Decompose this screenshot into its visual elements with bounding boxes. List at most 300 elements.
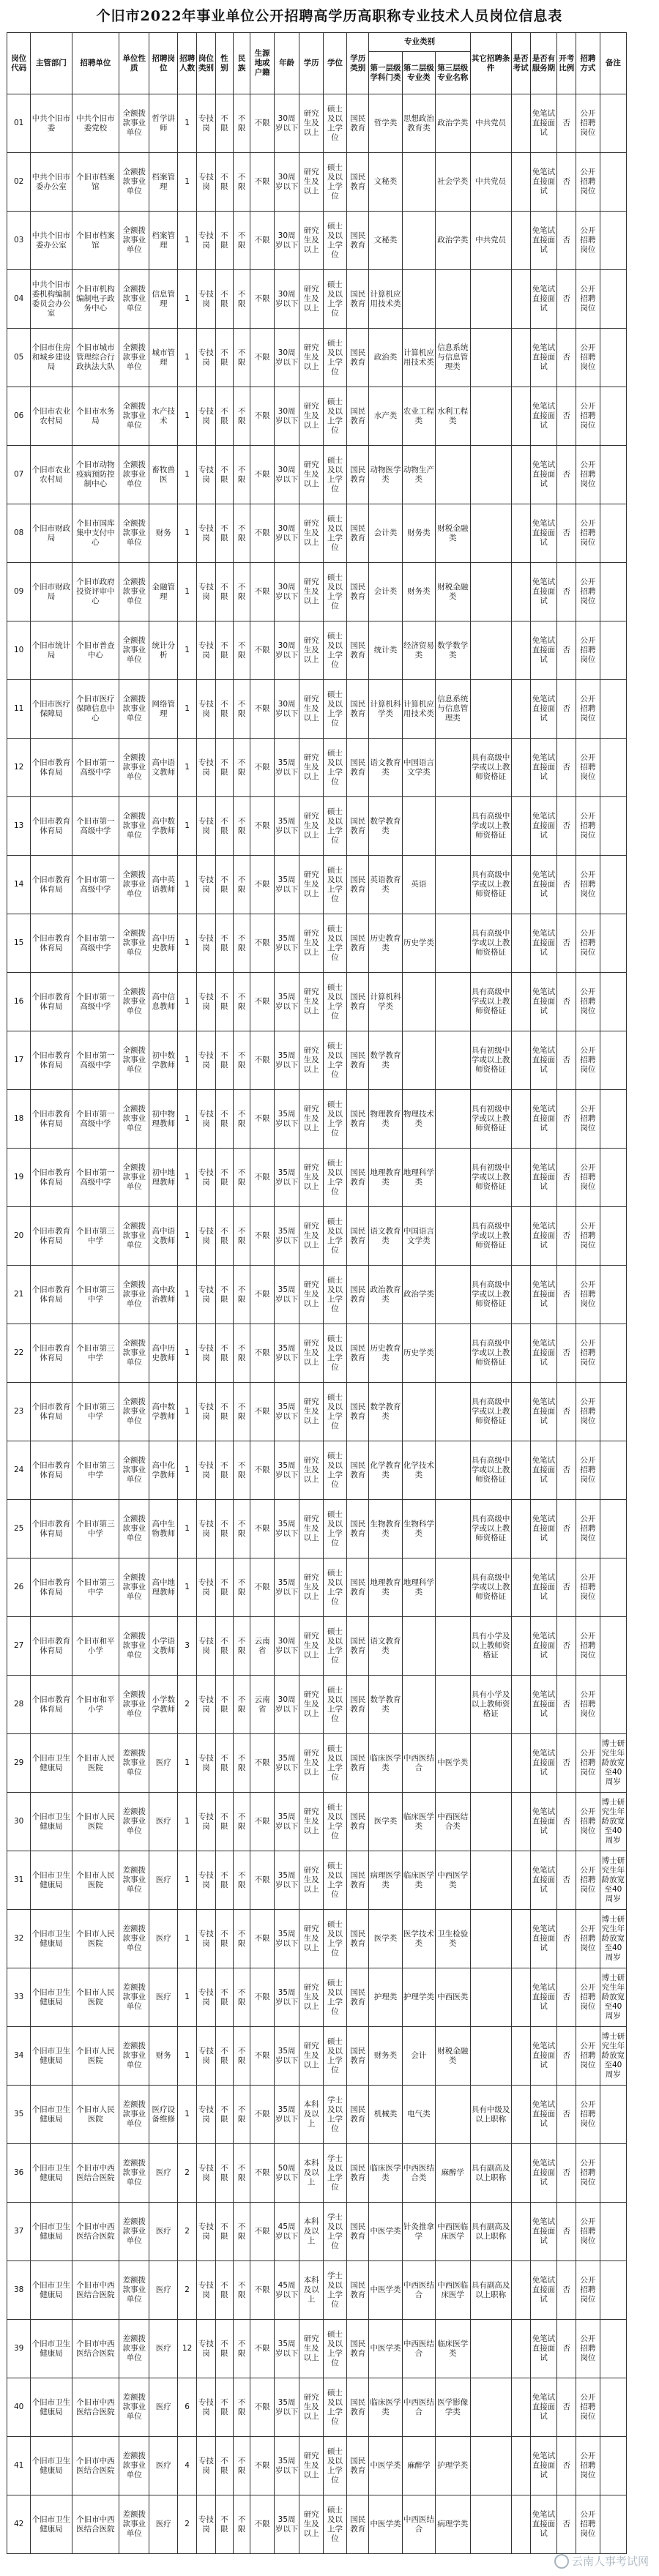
cell-m2: 物理技术类: [402, 1090, 435, 1149]
cell-post: 高中信息教师: [149, 973, 178, 1031]
cell-hukou: 不限: [250, 1793, 274, 1851]
cell-m2: 财务类: [402, 504, 435, 563]
cell-post: 初中物理教师: [149, 1090, 178, 1149]
cell-ethnic: 不限: [233, 2437, 250, 2495]
cell-m1: 政治教育类: [369, 1266, 402, 1324]
cell-count: 1: [178, 270, 197, 329]
cell-hukou: 不限: [250, 387, 274, 446]
cell-ratio: 否: [557, 1676, 576, 1734]
cell-age: 35周岁以下: [274, 1266, 299, 1324]
cell-unit: 个旧市第一高级中学: [72, 1090, 119, 1149]
cell-cat: 国民教育: [347, 680, 369, 739]
cell-m1: 统计类: [369, 621, 402, 680]
cell-m1: 医学类: [369, 1793, 402, 1851]
cell-m1: 计算机科学类: [369, 973, 402, 1031]
cell-gender: 不限: [215, 1031, 233, 1090]
cell-count: 4: [178, 2437, 197, 2495]
cell-m3: [436, 270, 471, 329]
cell-nature: 全额拨款事业单位: [119, 1149, 149, 1207]
cell-age: 35周岁以下: [274, 1207, 299, 1266]
cell-age: 35周岁以下: [274, 1910, 299, 1968]
cell-post: 高中地理教师: [149, 1558, 178, 1617]
cell-other: 具有高级中学或以上教师资格证: [470, 1558, 511, 1617]
cell-m1: 生物教育类: [369, 1500, 402, 1558]
cell-ptype: 专技岗: [197, 2144, 216, 2203]
cell-cat: 国民教育: [347, 1149, 369, 1207]
cell-m3: 数学数学类: [436, 621, 471, 680]
cell-other: 具有高级中学或以上教师资格证: [470, 1324, 511, 1383]
cell-exam: 公开招聘岗位: [576, 1558, 600, 1617]
cell-ratio: 否: [557, 1910, 576, 1968]
cell-code: 32: [7, 1910, 31, 1968]
cell-method: [511, 2261, 530, 2320]
cell-other: [470, 2378, 511, 2437]
cell-post: 初中地理教师: [149, 1149, 178, 1207]
cell-count: 1: [178, 1149, 197, 1207]
cell-hukou: 不限: [250, 739, 274, 797]
cell-unit: 个旧市中西医结合医院: [72, 2495, 119, 2554]
table-row: [7, 1324, 652, 1383]
cell-age: 35周岁以下: [274, 1968, 299, 2027]
cell-cat: 国民教育: [347, 1266, 369, 1324]
cell-note: [600, 2320, 627, 2378]
cell-ratio: 否: [557, 504, 576, 563]
cell-dept: 个旧市卫生健康局: [31, 1910, 72, 1968]
cell-ethnic: 不限: [233, 973, 250, 1031]
cell-hyst: 免笔试直接面试: [530, 2027, 557, 2086]
cell-m2: 地理科学类: [402, 1558, 435, 1617]
cell-degree: 硕士及以上学位: [323, 1383, 346, 1441]
cell-unit: 个旧市医疗保障信息中心: [72, 680, 119, 739]
cell-m1: 英语教育类: [369, 856, 402, 914]
cell-hyst: 免笔试直接面试: [530, 446, 557, 504]
cell-ethnic: 不限: [233, 1149, 250, 1207]
cell-count: 1: [178, 153, 197, 212]
header-major-2: 第二层级专业类: [402, 52, 435, 94]
cell-method: [511, 94, 530, 153]
cell-degree: 硕士及以上学位: [323, 1266, 346, 1324]
cell-edu: 研究生及以上: [299, 2437, 323, 2495]
cell-hukou: 不限: [250, 446, 274, 504]
cell-ratio: 否: [557, 1090, 576, 1149]
cell-unit: 个旧市第三中学: [72, 1207, 119, 1266]
cell-m3: [436, 2086, 471, 2144]
cell-code: 28: [7, 1676, 31, 1734]
cell-edu: 研究生及以上: [299, 153, 323, 212]
cell-method: [511, 2495, 530, 2554]
cell-hukou: 不限: [250, 2203, 274, 2261]
cell-count: 1: [178, 212, 197, 270]
cell-ratio: 否: [557, 2378, 576, 2437]
cell-m1: 会计类: [369, 504, 402, 563]
cell-age: 30周岁以下: [274, 1617, 299, 1676]
cell-note: [600, 1617, 627, 1676]
cell-m3: [436, 1266, 471, 1324]
cell-degree: 硕士及以上学位: [323, 504, 346, 563]
cell-dept: 个旧市卫生健康局: [31, 2203, 72, 2261]
cell-ptype: 专技岗: [197, 2086, 216, 2144]
cell-hyst: 免笔试直接面试: [530, 1090, 557, 1149]
cell-gender: 不限: [215, 1910, 233, 1968]
cell-exam: 公开招聘岗位: [576, 1031, 600, 1090]
cell-code: 33: [7, 1968, 31, 2027]
watermark: [554, 2553, 649, 2569]
header-dept: 主管部门: [31, 33, 72, 94]
cell-note: [600, 2144, 627, 2203]
cell-code: 22: [7, 1324, 31, 1383]
cell-hukou: 不限: [250, 1558, 274, 1617]
cell-ptype: 专技岗: [197, 504, 216, 563]
cell-dept: 个旧市财政局: [31, 504, 72, 563]
cell-other: 具有副高及以上职称: [470, 2261, 511, 2320]
cell-code: 05: [7, 329, 31, 387]
cell-cat: 国民教育: [347, 1031, 369, 1090]
header-count: 招聘人数: [178, 33, 197, 94]
table-row: [7, 1793, 652, 1851]
cell-cat: 国民教育: [347, 387, 369, 446]
cell-m1: 临床医学类: [369, 1734, 402, 1793]
cell-note: [600, 1090, 627, 1149]
table-row: [7, 2495, 652, 2554]
cell-method: [511, 1851, 530, 1910]
cell-m3: [436, 1617, 471, 1676]
cell-dept: 个旧市卫生健康局: [31, 2378, 72, 2437]
cell-ratio: 否: [557, 1441, 576, 1500]
cell-exam: 公开招聘岗位: [576, 1851, 600, 1910]
cell-post: 医疗: [149, 2203, 178, 2261]
cell-post: 医疗: [149, 2144, 178, 2203]
cell-age: 35周岁以下: [274, 1558, 299, 1617]
cell-age: 35周岁以下: [274, 1441, 299, 1500]
cell-ratio: 否: [557, 563, 576, 621]
header-edu-type: 学历类别: [347, 33, 369, 94]
cell-dept: 个旧市卫生健康局: [31, 1968, 72, 2027]
cell-nature: 全额拨款事业单位: [119, 1324, 149, 1383]
table-row: [7, 1149, 652, 1207]
cell-edu: 研究生及以上: [299, 1910, 323, 1968]
cell-code: 39: [7, 2320, 31, 2378]
cell-edu: 研究生及以上: [299, 973, 323, 1031]
cell-post: 金融管理: [149, 563, 178, 621]
cell-m2: [402, 973, 435, 1031]
cell-note: [600, 1207, 627, 1266]
cell-nature: 差额拨款事业单位: [119, 1968, 149, 2027]
cell-m3: 病理学类: [436, 2495, 471, 2554]
cell-other: [470, 2437, 511, 2495]
cell-method: [511, 270, 530, 329]
cell-cat: 国民教育: [347, 856, 369, 914]
cell-count: 1: [178, 1324, 197, 1383]
cell-count: 2: [178, 1676, 197, 1734]
cell-m2: 中西医结合: [402, 1734, 435, 1793]
cell-hukou: 不限: [250, 270, 274, 329]
cell-other: 中共党员: [470, 153, 511, 212]
cell-m1: 会计类: [369, 563, 402, 621]
table-row: [7, 621, 652, 680]
cell-method: [511, 1207, 530, 1266]
cell-edu: 研究生及以上: [299, 2378, 323, 2437]
cell-ratio: 否: [557, 387, 576, 446]
cell-m1: 语文教育类: [369, 1207, 402, 1266]
header-nature: 单位性质: [119, 33, 149, 94]
header-gender: 性别: [215, 33, 233, 94]
cell-hukou: 不限: [250, 1149, 274, 1207]
cell-note: [600, 2437, 627, 2495]
cell-count: 1: [178, 680, 197, 739]
header-note: 备注: [600, 33, 627, 94]
cell-exam: 公开招聘岗位: [576, 1324, 600, 1383]
cell-dept: 个旧市教育体育局: [31, 1676, 72, 1734]
cell-code: 36: [7, 2144, 31, 2203]
cell-exam: 公开招聘岗位: [576, 1910, 600, 1968]
cell-note: 博士研究生年龄放宽至40周岁: [600, 2027, 627, 2086]
cell-gender: 不限: [215, 2495, 233, 2554]
cell-age: 35周岁以下: [274, 973, 299, 1031]
cell-dept: 个旧市卫生健康局: [31, 2437, 72, 2495]
cell-exam: 公开招聘岗位: [576, 2027, 600, 2086]
cell-ptype: 专技岗: [197, 1031, 216, 1090]
cell-code: 41: [7, 2437, 31, 2495]
cell-hukou: 不限: [250, 1968, 274, 2027]
table-row: [7, 1500, 652, 1558]
cell-nature: 全额拨款事业单位: [119, 621, 149, 680]
cell-note: [600, 739, 627, 797]
cell-ethnic: 不限: [233, 1558, 250, 1617]
cell-edu: 研究生及以上: [299, 621, 323, 680]
cell-dept: 个旧市统计局: [31, 621, 72, 680]
cell-unit: 个旧市第三中学: [72, 1266, 119, 1324]
cell-hyst: 免笔试直接面试: [530, 914, 557, 973]
cell-post: 城市管理: [149, 329, 178, 387]
cell-exam: 公开招聘岗位: [576, 1207, 600, 1266]
cell-hukou: 不限: [250, 1324, 274, 1383]
cell-hukou: 不限: [250, 212, 274, 270]
cell-nature: 差额拨款事业单位: [119, 2378, 149, 2437]
cell-m2: 农业工程类: [402, 387, 435, 446]
cell-unit: 个旧市第三中学: [72, 1383, 119, 1441]
cell-hukou: 不限: [250, 2495, 274, 2554]
cell-nature: 全额拨款事业单位: [119, 387, 149, 446]
table-row: [7, 973, 652, 1031]
table-row: [7, 2086, 652, 2144]
cell-note: [600, 1324, 627, 1383]
cell-m3: 医学影像学类: [436, 2378, 471, 2437]
cell-exam: 公开招聘岗位: [576, 2203, 600, 2261]
header-major-1: 第一层级学科门类: [369, 52, 402, 94]
cell-exam: 公开招聘岗位: [576, 2144, 600, 2203]
cell-code: 40: [7, 2378, 31, 2437]
cell-m2: 地理科学类: [402, 1149, 435, 1207]
cell-other: 具有高级中学或以上教师资格证: [470, 1441, 511, 1500]
cell-hyst: 免笔试直接面试: [530, 739, 557, 797]
cell-hukou: 不限: [250, 856, 274, 914]
table-row: [7, 1734, 652, 1793]
cell-degree: 硕士及以上学位: [323, 1734, 346, 1793]
cell-m3: [436, 856, 471, 914]
cell-unit: 个旧市城市管理综合行政执法大队: [72, 329, 119, 387]
cell-note: [600, 797, 627, 856]
cell-ptype: 专技岗: [197, 94, 216, 153]
header-age: 年龄: [274, 33, 299, 94]
cell-m3: 社会学类: [436, 153, 471, 212]
cell-gender: 不限: [215, 563, 233, 621]
cell-m3: [436, 1383, 471, 1441]
cell-dept: 个旧市教育体育局: [31, 1558, 72, 1617]
cell-degree: 硕士及以上学位: [323, 856, 346, 914]
cell-m3: 信息系统与信息管理类: [436, 329, 471, 387]
cell-other: [470, 1734, 511, 1793]
cell-method: [511, 387, 530, 446]
cell-other: 具有高级中学或以上教师资格证: [470, 1266, 511, 1324]
cell-hyst: 免笔试直接面试: [530, 1910, 557, 1968]
cell-hyst: 免笔试直接面试: [530, 387, 557, 446]
table-row: [7, 2320, 652, 2378]
cell-nature: 差额拨款事业单位: [119, 1910, 149, 1968]
cell-post: 网络管理: [149, 680, 178, 739]
header-ethnic: 民族: [233, 33, 250, 94]
cell-ethnic: 不限: [233, 212, 250, 270]
cell-other: [470, 1793, 511, 1851]
cell-ptype: 专技岗: [197, 1441, 216, 1500]
cell-m2: 中国语言文学类: [402, 1207, 435, 1266]
cell-degree: 硕士及以上学位: [323, 387, 346, 446]
cell-m2: [402, 797, 435, 856]
cell-unit: 个旧市人民医院: [72, 1851, 119, 1910]
cell-m2: 思想政治教育类: [402, 94, 435, 153]
cell-ptype: 专技岗: [197, 2437, 216, 2495]
cell-note: 博士研究生年龄放宽至40周岁: [600, 1968, 627, 2027]
cell-note: 博士研究生年龄放宽至40周岁: [600, 1734, 627, 1793]
cell-ethnic: 不限: [233, 2027, 250, 2086]
cell-nature: 全额拨款事业单位: [119, 914, 149, 973]
cell-note: [600, 212, 627, 270]
cell-m1: 中医学类: [369, 2203, 402, 2261]
cell-code: 08: [7, 504, 31, 563]
cell-hyst: 免笔试直接面试: [530, 1383, 557, 1441]
cell-nature: 差额拨款事业单位: [119, 2320, 149, 2378]
cell-ethnic: 不限: [233, 1441, 250, 1500]
cell-edu: 研究生及以上: [299, 2027, 323, 2086]
cell-post: 医疗: [149, 2495, 178, 2554]
cell-edu: 研究生及以上: [299, 1500, 323, 1558]
cell-other: [470, 563, 511, 621]
cell-cat: 国民教育: [347, 914, 369, 973]
cell-m3: 中西医类: [436, 1968, 471, 2027]
table-row: [7, 153, 652, 212]
cell-ethnic: 不限: [233, 2203, 250, 2261]
cell-ethnic: 不限: [233, 1793, 250, 1851]
cell-nature: 差额拨款事业单位: [119, 2086, 149, 2144]
cell-degree: 硕士及以上学位: [323, 2495, 346, 2554]
cell-ethnic: 不限: [233, 2495, 250, 2554]
cell-hukou: 不限: [250, 2378, 274, 2437]
cell-edu: 研究生及以上: [299, 680, 323, 739]
cell-gender: 不限: [215, 2086, 233, 2144]
cell-cat: 国民教育: [347, 621, 369, 680]
cell-ethnic: 不限: [233, 2144, 250, 2203]
cell-ethnic: 不限: [233, 1266, 250, 1324]
cell-m3: 中西医临床医学: [436, 2203, 471, 2261]
cell-post: 高中历史教师: [149, 914, 178, 973]
cell-unit: 个旧市中西医结合医院: [72, 2437, 119, 2495]
cell-nature: 差额拨款事业单位: [119, 2203, 149, 2261]
cell-gender: 不限: [215, 621, 233, 680]
cell-ethnic: 不限: [233, 329, 250, 387]
cell-ratio: 否: [557, 329, 576, 387]
cell-age: 35周岁以下: [274, 1324, 299, 1383]
cell-unit: 个旧市水务局: [72, 387, 119, 446]
cell-ptype: 专技岗: [197, 621, 216, 680]
cell-m1: 水产类: [369, 387, 402, 446]
cell-other: 具有高级中学或以上教师资格证: [470, 797, 511, 856]
cell-m3: [436, 1500, 471, 1558]
cell-method: [511, 1383, 530, 1441]
cell-method: [511, 2320, 530, 2378]
cell-cat: 国民教育: [347, 797, 369, 856]
cell-hyst: 免笔试直接面试: [530, 2203, 557, 2261]
cell-degree: 硕士及以上学位: [323, 680, 346, 739]
table-row: [7, 680, 652, 739]
cell-unit: 个旧市中西医结合医院: [72, 2320, 119, 2378]
cell-edu: 研究生及以上: [299, 1031, 323, 1090]
header-post: 招聘岗位: [149, 33, 178, 94]
cell-hyst: 免笔试直接面试: [530, 1793, 557, 1851]
cell-gender: 不限: [215, 739, 233, 797]
cell-edu: 本科及以上: [299, 2261, 323, 2320]
cell-dept: 个旧市卫生健康局: [31, 2086, 72, 2144]
cell-degree: 硕士及以上学位: [323, 973, 346, 1031]
cell-ptype: 专技岗: [197, 1558, 216, 1617]
cell-unit: 个旧市人民医院: [72, 2027, 119, 2086]
cell-degree: 硕士及以上学位: [323, 1676, 346, 1734]
cell-m1: 中医学类: [369, 2261, 402, 2320]
cell-m1: 语文教育类: [369, 739, 402, 797]
cell-age: 35周岁以下: [274, 1383, 299, 1441]
cell-code: 31: [7, 1851, 31, 1910]
cell-age: 30周岁以下: [274, 387, 299, 446]
cell-ratio: 否: [557, 680, 576, 739]
header-exam: 招聘方式: [576, 33, 600, 94]
cell-dept: 个旧市财政局: [31, 563, 72, 621]
table-row: [7, 1090, 652, 1149]
cell-ratio: 否: [557, 1383, 576, 1441]
cell-ratio: 否: [557, 1851, 576, 1910]
cell-count: 1: [178, 563, 197, 621]
cell-nature: 全额拨款事业单位: [119, 1617, 149, 1676]
cell-hyst: 免笔试直接面试: [530, 563, 557, 621]
cell-cat: 国民教育: [347, 270, 369, 329]
cell-count: 1: [178, 1441, 197, 1500]
cell-cat: 国民教育: [347, 1207, 369, 1266]
table-row: [7, 1910, 652, 1968]
cell-degree: 硕士及以上学位: [323, 1207, 346, 1266]
cell-degree: 学士及以上学位: [323, 2261, 346, 2320]
cell-dept: 个旧市教育体育局: [31, 856, 72, 914]
cell-method: [511, 153, 530, 212]
cell-other: 具有初级中学或以上教师资格证: [470, 1090, 511, 1149]
cell-m3: 中西医结合类: [436, 1793, 471, 1851]
cell-age: 30周岁以下: [274, 621, 299, 680]
cell-ratio: 否: [557, 2086, 576, 2144]
cell-note: [600, 2261, 627, 2320]
table-row: [7, 914, 652, 973]
cell-exam: 公开招聘岗位: [576, 680, 600, 739]
cell-note: [600, 1383, 627, 1441]
cell-count: 1: [178, 1266, 197, 1324]
cell-other: [470, 504, 511, 563]
cell-other: 具有副高及以上职称: [470, 2144, 511, 2203]
cell-exam: 公开招聘岗位: [576, 914, 600, 973]
